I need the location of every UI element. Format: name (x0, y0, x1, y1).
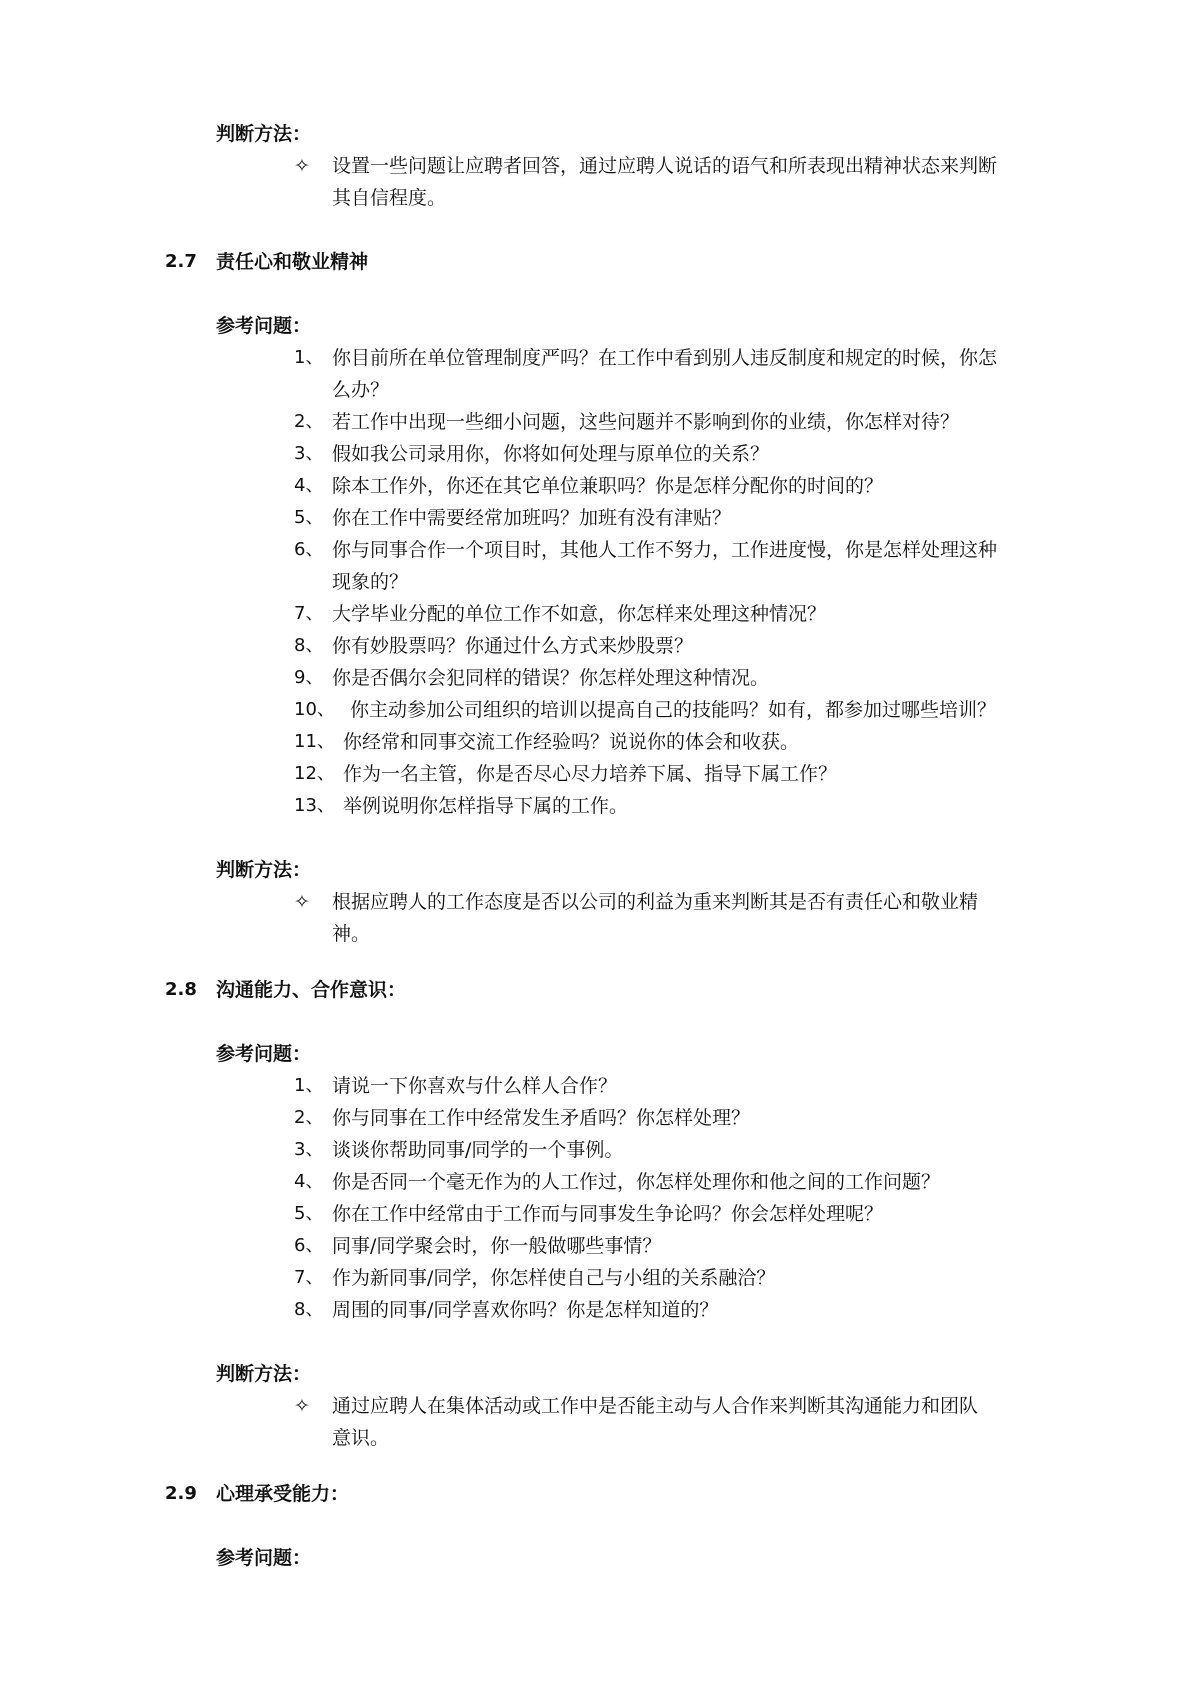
list-item-number: 1、 (294, 1075, 324, 1096)
list-item-number: 3、 (294, 443, 324, 464)
list-item-number: 6、 (294, 1235, 324, 1256)
judge-method-text-line: 神。 (332, 923, 371, 945)
diamond-bullet-icon: ✧ (294, 891, 310, 913)
judge-method-text-line: 设置一些问题让应聘者回答，通过应聘人说话的语气和所表现出精神状态来判断 (332, 155, 998, 177)
judge-method-text-line: 其自信程度。 (332, 187, 447, 209)
list-item-number: 7、 (294, 1267, 324, 1288)
section-number: 2.9 (165, 1483, 197, 1504)
list-item-number: 8、 (294, 1299, 324, 1320)
list-item-text: 你在工作中需要经常加班吗？加班有没有津贴？ (332, 507, 732, 529)
section-title: 沟通能力、合作意识： (216, 979, 407, 1001)
list-item-number: 7、 (294, 603, 324, 624)
list-item-text: 你是否同一个毫无作为的人工作过，你怎样处理你和他之间的工作问题？ (332, 1171, 941, 1193)
list-item-text: 你有妙股票吗？你通过什么方式来炒股票？ (332, 635, 694, 657)
section-number: 2.7 (165, 251, 197, 272)
list-item-text: 你与同事合作一个项目时，其他人工作不努力，工作进度慢，你是怎样处理这种 (332, 539, 998, 561)
reference-questions-label: 参考问题： (216, 315, 312, 337)
section-title: 责任心和敬业精神 (216, 251, 369, 273)
list-item-text: 现象的？ (332, 571, 409, 593)
section-title: 心理承受能力： (216, 1483, 350, 1505)
list-item-text: 假如我公司录用你，你将如何处理与原单位的关系？ (332, 443, 770, 465)
section-number: 2.8 (165, 979, 197, 1000)
judge-method-label: 判断方法： (216, 1363, 312, 1385)
judge-method-label: 判断方法： (216, 123, 312, 145)
list-item-number: 5、 (294, 1203, 324, 1224)
list-item-number: 4、 (294, 475, 324, 496)
list-item-text: 请说一下你喜欢与什么样人合作？ (332, 1075, 618, 1097)
list-item-number: 13、 (294, 795, 335, 816)
list-item-text: 大学毕业分配的单位工作不如意，你怎样来处理这种情况？ (332, 603, 827, 625)
list-item-text: 你在工作中经常由于工作而与同事发生争论吗？你会怎样处理呢？ (332, 1203, 884, 1225)
list-item-text: 你目前所在单位管理制度严吗？在工作中看到别人违反制度和规定的时候，你怎 (332, 347, 998, 369)
list-item-text: 周围的同事/同学喜欢你吗？你是怎样知道的？ (332, 1299, 719, 1321)
list-item-number: 11、 (294, 731, 335, 752)
list-item-text: 你是否偶尔会犯同样的错误？你怎样处理这种情况。 (332, 667, 770, 689)
list-item-number: 1、 (294, 347, 324, 368)
list-item-number: 12、 (294, 763, 335, 784)
judge-method-text-line: 意识。 (332, 1427, 390, 1449)
list-item-text: 若工作中出现一些细小问题，这些问题并不影响到你的业绩，你怎样对待？ (332, 411, 960, 433)
judge-method-text-line: 根据应聘人的工作态度是否以公司的利益为重来判断其是否有责任心和敬业精 (332, 891, 979, 913)
list-item-number: 6、 (294, 539, 324, 560)
diamond-bullet-icon: ✧ (294, 155, 310, 177)
list-item-text: 举例说明你怎样指导下属的工作。 (343, 795, 629, 817)
list-item-number: 4、 (294, 1171, 324, 1192)
list-item-number: 5、 (294, 507, 324, 528)
reference-questions-label: 参考问题： (216, 1547, 312, 1569)
list-item-number: 9、 (294, 667, 324, 688)
judge-method-text-line: 通过应聘人在集体活动或工作中是否能主动与人合作来判断其沟通能力和团队 (332, 1395, 979, 1417)
list-item-number: 2、 (294, 411, 324, 432)
reference-questions-label: 参考问题： (216, 1043, 312, 1065)
list-item-number: 3、 (294, 1139, 324, 1160)
list-item-text: 同事/同学聚会时，你一般做哪些事情？ (332, 1235, 662, 1257)
list-item-number: 2、 (294, 1107, 324, 1128)
list-item-number: 8、 (294, 635, 324, 656)
list-item-text: 除本工作外，你还在其它单位兼职吗？你是怎样分配你的时间的？ (332, 475, 884, 497)
diamond-bullet-icon: ✧ (294, 1395, 310, 1417)
list-item-text: 么办？ (332, 379, 390, 401)
list-item-text: 作为一名主管，你是否尽心尽力培养下属、指导下属工作？ (343, 763, 838, 785)
list-item-text: 谈谈你帮助同事/同学的一个事例。 (332, 1139, 624, 1161)
list-item-text: 你经常和同事交流工作经验吗？说说你的体会和收获。 (343, 731, 800, 753)
list-item-text: 你主动参加公司组织的培训以提高自己的技能吗？如有，都参加过哪些培训？ (350, 699, 997, 721)
list-item-text: 作为新同事/同学，你怎样使自己与小组的关系融洽？ (332, 1267, 776, 1289)
list-item-text: 你与同事在工作中经常发生矛盾吗？你怎样处理？ (332, 1107, 751, 1129)
judge-method-label: 判断方法： (216, 859, 312, 881)
list-item-number: 10、 (294, 699, 335, 720)
